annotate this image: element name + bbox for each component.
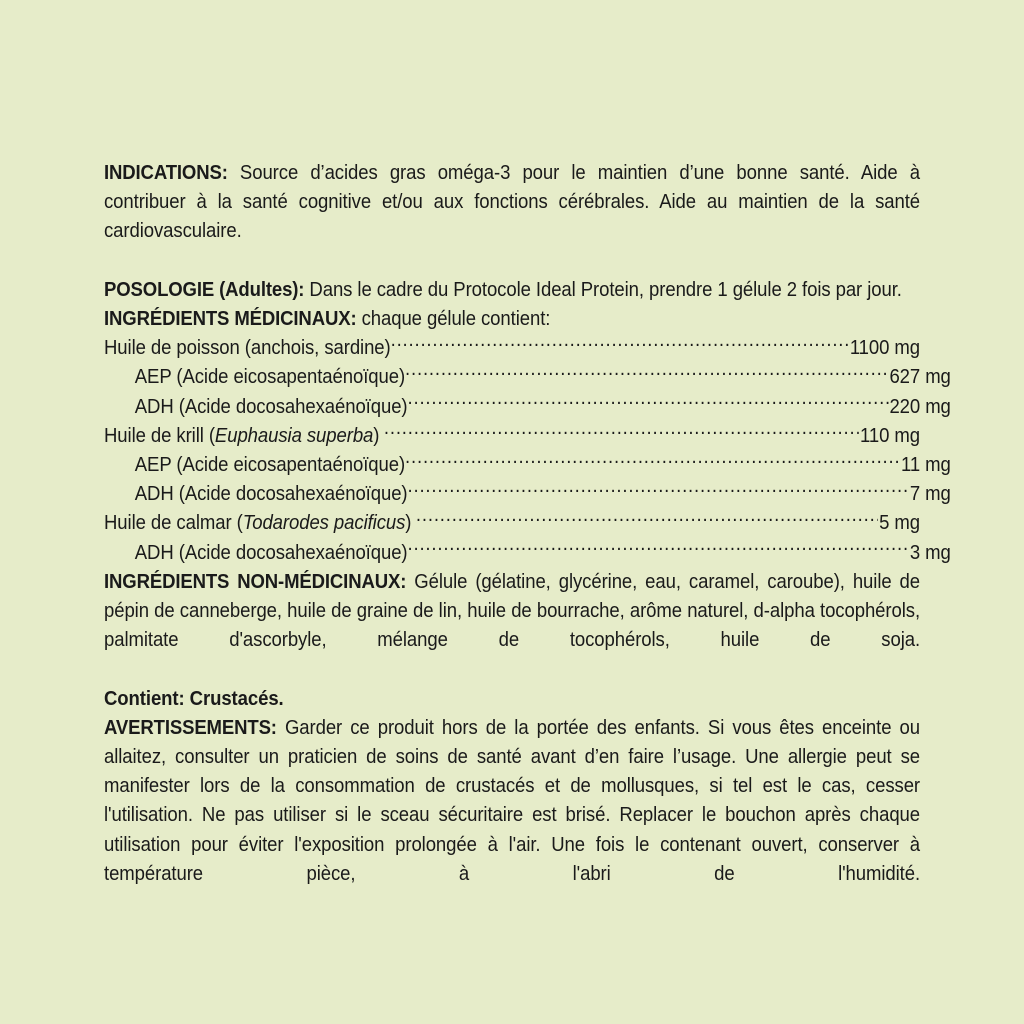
medicinal-ingredient-list [104, 333, 951, 567]
dot-leader [379, 421, 859, 442]
medicinal-heading: INGRÉDIENTS MÉDICINAUX: [104, 307, 357, 331]
ingredient-name: AEP (Acide eicosapentaénoïque) [134, 453, 406, 477]
ingredient-amount: 3 mg [909, 540, 951, 564]
non-medicinal-heading: INGRÉDIENTS NON-MÉDICINAUX: [104, 569, 407, 593]
non-medicinal-ingredients-section [104, 567, 920, 684]
indications-body: Source d’acides gras oméga-3 pour le maintien d’une bonne santé. Aide à contribuer à la santé cognitive et/ou aux fonctions cérébrales. Aide au maintien de la santé cardiovasculaire. [104, 161, 921, 243]
ingredient-name: Huile de krill (Euphausia superba) [104, 423, 380, 447]
indications-heading: INDICATIONS: [104, 161, 228, 184]
ingredient-name: ADH (Acide docosahexaénoïque) [134, 394, 408, 418]
ingredient-amount: 1100 mg [849, 336, 921, 360]
posologie-heading: POSOLOGIE (Adultes): [104, 277, 305, 301]
posologie-body: Dans le cadre du Protocole Ideal Protein, prendre 1 gélule 2 fois par jour. [304, 277, 902, 301]
ingredient-row [104, 538, 951, 567]
ingredient-amount: 627 mg [889, 365, 951, 389]
allergen-contains-section [104, 684, 920, 713]
ingredient-name: ADH (Acide docosahexaénoïque) [134, 482, 408, 506]
ingredient-name: Huile de calmar (Todarodes pacificus) [104, 511, 412, 535]
dot-leader [408, 480, 909, 501]
ingredient-name: AEP (Acide eicosapentaénoïque) [134, 365, 406, 389]
warnings-heading: AVERTISSEMENTS: [104, 715, 277, 739]
allergen-contains-text: Contient: Crustacés. [104, 686, 284, 710]
ingredient-species-name: Euphausia superba [214, 423, 374, 447]
supplement-facts-panel [104, 158, 951, 917]
non-medicinal-paragraph [104, 567, 920, 684]
medicinal-ingredients-section [104, 304, 951, 567]
ingredient-amount: 110 mg [860, 423, 921, 447]
ingredient-amount: 5 mg [879, 511, 921, 535]
ingredient-row [104, 333, 920, 362]
medicinal-heading-line [104, 304, 920, 333]
ingredient-amount: 220 mg [889, 394, 951, 418]
ingredient-row [104, 450, 951, 479]
ingredient-name: Huile de poisson (anchois, sardine) [104, 336, 391, 360]
ingredient-row [104, 362, 951, 391]
dot-leader [405, 363, 888, 384]
indications-section [104, 158, 920, 275]
dot-leader [405, 451, 900, 472]
posologie-section [104, 275, 920, 304]
ingredient-row [104, 508, 920, 537]
medicinal-subtitle: chaque gélule contient: [356, 307, 551, 331]
warnings-paragraph [104, 713, 920, 917]
ingredient-row [104, 479, 951, 508]
ingredient-row [104, 392, 951, 421]
ingredient-amount: 7 mg [909, 482, 951, 506]
warnings-body: Garder ce produit hors de la portée des enfants. Si vous êtes enceinte ou allaitez, consulter un praticien de soins de santé avant d’en faire l’usage. Une allergie peut se manifester lors de la consommation de crustacés et de mollusques, si tel est le cas, cesser l'utilisation. Ne pas utiliser si le sceau sécuritaire est brisé. Replacer le bouchon après chaque utilisation pour éviter l'exposition prolongée à l'air. Une fois le contenant ouvert, conserver à température pièce, à l'abri de l'humidité. [104, 715, 921, 885]
ingredient-species-name: Todarodes pacificus [242, 511, 406, 535]
dot-leader [408, 538, 909, 559]
indications-paragraph [104, 158, 920, 275]
posologie-paragraph [104, 275, 920, 304]
dot-leader [391, 334, 849, 355]
warnings-section [104, 713, 920, 917]
ingredient-amount: 11 mg [901, 453, 951, 477]
dot-leader [411, 509, 878, 530]
dot-leader [408, 392, 889, 413]
non-medicinal-body: Gélule (gélatine, glycérine, eau, caramel, caroube), huile de pépin de canneberge, huile de graine de lin, huile de bourrache, arôme naturel, d-alpha tocophérols, palmitate d'ascorbyle, mélange de tocophérols, huile de soja. [104, 569, 921, 652]
ingredient-row [104, 421, 920, 450]
ingredient-name: ADH (Acide docosahexaénoïque) [134, 540, 408, 564]
